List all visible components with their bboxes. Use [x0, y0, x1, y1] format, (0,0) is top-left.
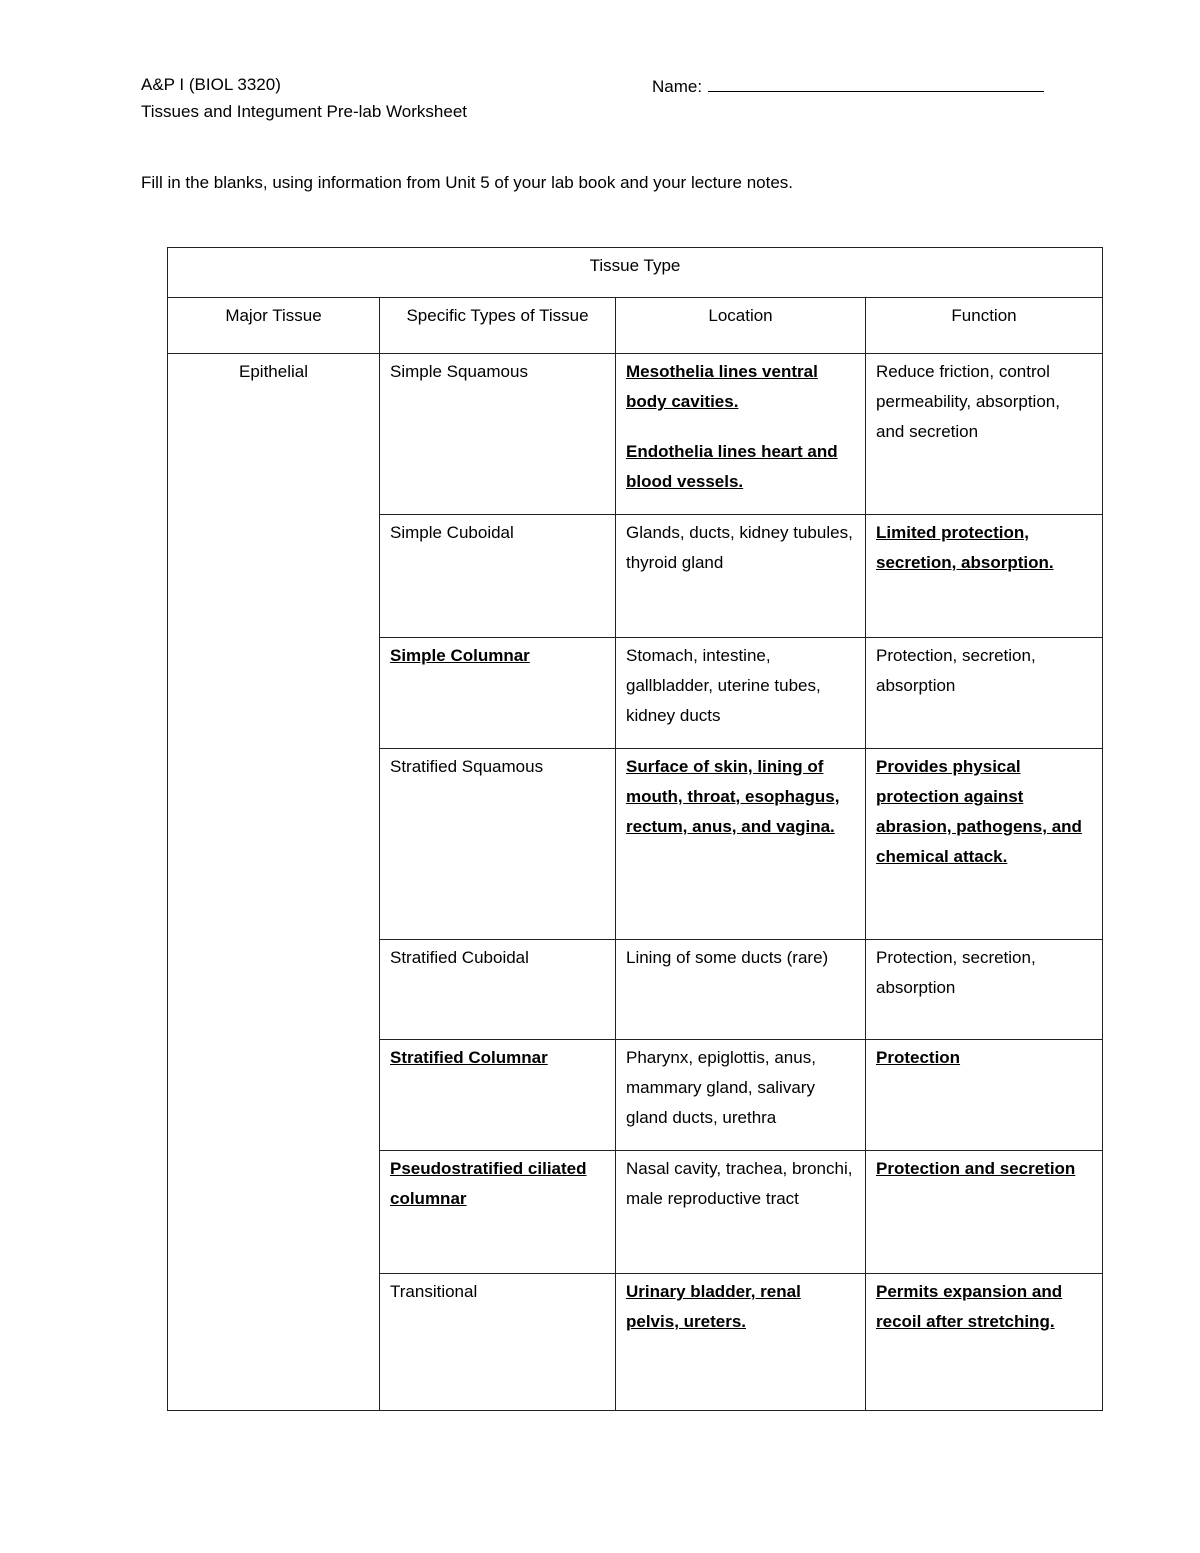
tissue-function[interactable] [866, 1274, 1103, 1411]
answer-function: Permits expansion and recoil after stretching. [876, 1282, 1063, 1331]
major-tissue-epithelial: Epithelial [168, 354, 380, 1411]
tissue-location: Glands, ducts, kidney tubules, thyroid gland [616, 515, 866, 638]
tissue-location: Stomach, intestine, gallbladder, uterine tubes, kidney ducts [616, 638, 866, 749]
tissue-type[interactable] [380, 1151, 616, 1274]
table-title-row [168, 248, 1103, 298]
tissue-location[interactable] [616, 749, 866, 940]
name-field [652, 75, 1044, 97]
tissue-function[interactable] [866, 1040, 1103, 1151]
tissue-type: Transitional [380, 1274, 616, 1411]
column-header-row [168, 298, 1103, 354]
answer-type: Simple Columnar [390, 646, 530, 665]
tissue-location: Lining of some ducts (rare) [616, 940, 866, 1040]
tissue-type: Simple Cuboidal [380, 515, 616, 638]
tissue-function[interactable] [866, 515, 1103, 638]
col-header-function: Function [866, 298, 1103, 354]
tissue-function: Protection, secretion, absorption [866, 638, 1103, 749]
name-blank-line[interactable] [708, 75, 1044, 92]
tissue-location[interactable] [616, 354, 866, 515]
col-header-specific-types: Specific Types of Tissue [380, 298, 616, 354]
table-title: Tissue Type [168, 248, 1103, 298]
answer-function: Provides physical protection against abrasion, pathogens, and chemical attack. [876, 757, 1082, 866]
tissue-type: Simple Squamous [380, 354, 616, 515]
tissue-type[interactable] [380, 1040, 616, 1151]
tissue-type[interactable] [380, 638, 616, 749]
col-header-location: Location [616, 298, 866, 354]
answer-location-mesothelia: Mesothelia lines ventral body cavities. [626, 362, 818, 411]
answer-function: Limited protection, secretion, absorption. [876, 523, 1054, 572]
answer-function: Protection and secretion [876, 1159, 1076, 1178]
name-label: Name: [652, 77, 703, 96]
course-title: A&P I (BIOL 3320) [141, 75, 281, 94]
col-header-major-tissue: Major Tissue [168, 298, 380, 354]
table-row [168, 354, 1103, 515]
answer-location: Urinary bladder, renal pelvis, ureters. [626, 1282, 801, 1331]
tissue-type: Stratified Cuboidal [380, 940, 616, 1040]
tissue-table [167, 247, 1103, 1411]
instructions: Fill in the blanks, using information from Unit 5 of your lab book and your lecture notes. [141, 173, 794, 192]
tissue-location[interactable] [616, 1274, 866, 1411]
tissue-location: Pharynx, epiglottis, anus, mammary gland, salivary gland ducts, urethra [616, 1040, 866, 1151]
answer-location: Surface of skin, lining of mouth, throat, esophagus, rectum, anus, and vagina. [626, 757, 840, 836]
tissue-function[interactable] [866, 749, 1103, 940]
answer-function: Protection [876, 1048, 961, 1067]
answer-type: Pseudostratified ciliated columnar [390, 1159, 587, 1208]
tissue-location: Nasal cavity, trachea, bronchi, male reproductive tract [616, 1151, 866, 1274]
tissue-function: Reduce friction, control permeability, absorption, and secretion [866, 354, 1103, 515]
answer-type: Stratified Columnar [390, 1048, 548, 1067]
worksheet-subtitle: Tissues and Integument Pre-lab Worksheet [141, 102, 467, 121]
tissue-function[interactable] [866, 1151, 1103, 1274]
tissue-function: Protection, secretion, absorption [866, 940, 1103, 1040]
answer-location-endothelia: Endothelia lines heart and blood vessels. [626, 442, 838, 491]
tissue-type: Stratified Squamous [380, 749, 616, 940]
